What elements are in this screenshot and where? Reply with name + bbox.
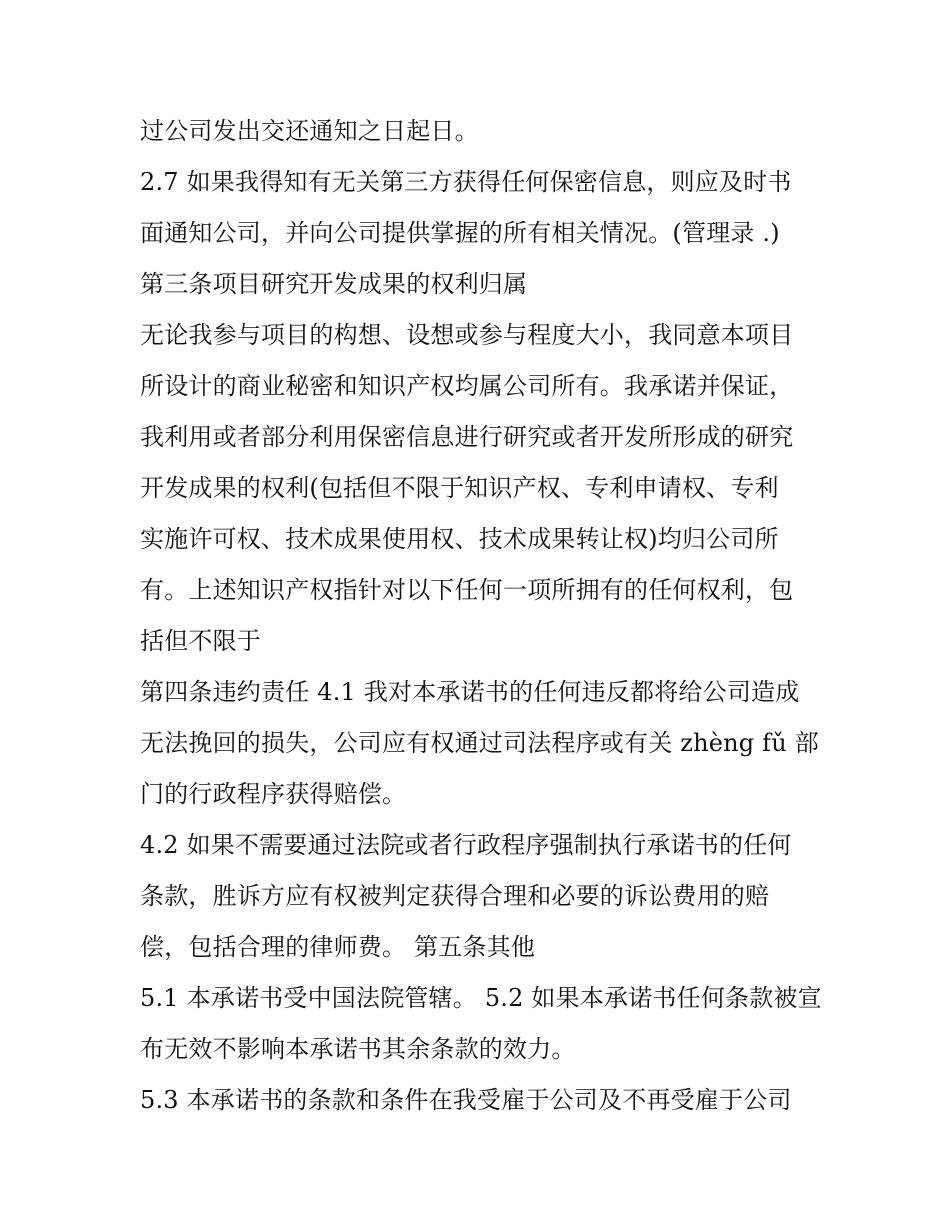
text-line: 有。上述知识产权指针对以下任何一项所拥有的任何权利，包 — [140, 576, 794, 604]
text-line: 括但不限于 — [140, 627, 261, 655]
text-line: 门的行政程序获得赔偿。 — [140, 780, 407, 808]
text-line: 开发成果的权利(包括但不限于知识产权、专利申请权、专利 — [140, 474, 779, 502]
text-line: 无论我参与项目的构想、设想或参与程度大小，我同意本项目 — [140, 321, 794, 349]
text-line: 所设计的商业秘密和知识产权均属公司所有。我承诺并保证， — [140, 372, 794, 400]
text-line: 过公司发出交还通知之日起日。 — [140, 117, 479, 145]
section-heading: 第三条项目研究开发成果的权利归属 — [140, 270, 528, 298]
text-line: 面通知公司，并向公司提供掌握的所有相关情况。(管理录 .) — [140, 219, 780, 247]
text-line: 偿，包括合理的律师费。 第五条其他 — [140, 933, 536, 961]
document-body — [140, 106, 830, 1126]
text-line: 条款，胜诉方应有权被判定获得合理和必要的诉讼费用的赔 — [140, 882, 770, 910]
text-line: 4.2 如果不需要通过法院或者行政程序强制执行承诺书的任何 — [140, 831, 792, 859]
text-line: 实施许可权、技术成果使用权、技术成果转让权)均归公司所 — [140, 525, 779, 553]
text-line: 无法挽回的损失，公司应有权通过司法程序或有关 zhèng fǔ 部 — [140, 729, 819, 757]
text-line: 5.1 本承诺书受中国法院管辖。 5.2 如果本承诺书任何条款被宣 — [140, 984, 822, 1012]
text-line: 我利用或者部分利用保密信息进行研究或者开发所形成的研究 — [140, 423, 794, 451]
text-line: 5.3 本承诺书的条款和条件在我受雇于公司及不再受雇于公司 — [140, 1086, 792, 1114]
text-line: 第四条违约责任 4.1 我对本承诺书的任何违反都将给公司造成 — [140, 678, 800, 706]
text-line: 布无效不影响本承诺书其余条款的效力。 — [140, 1035, 576, 1063]
text-line: 2.7 如果我得知有无关第三方获得任何保密信息，则应及时书 — [140, 168, 792, 196]
